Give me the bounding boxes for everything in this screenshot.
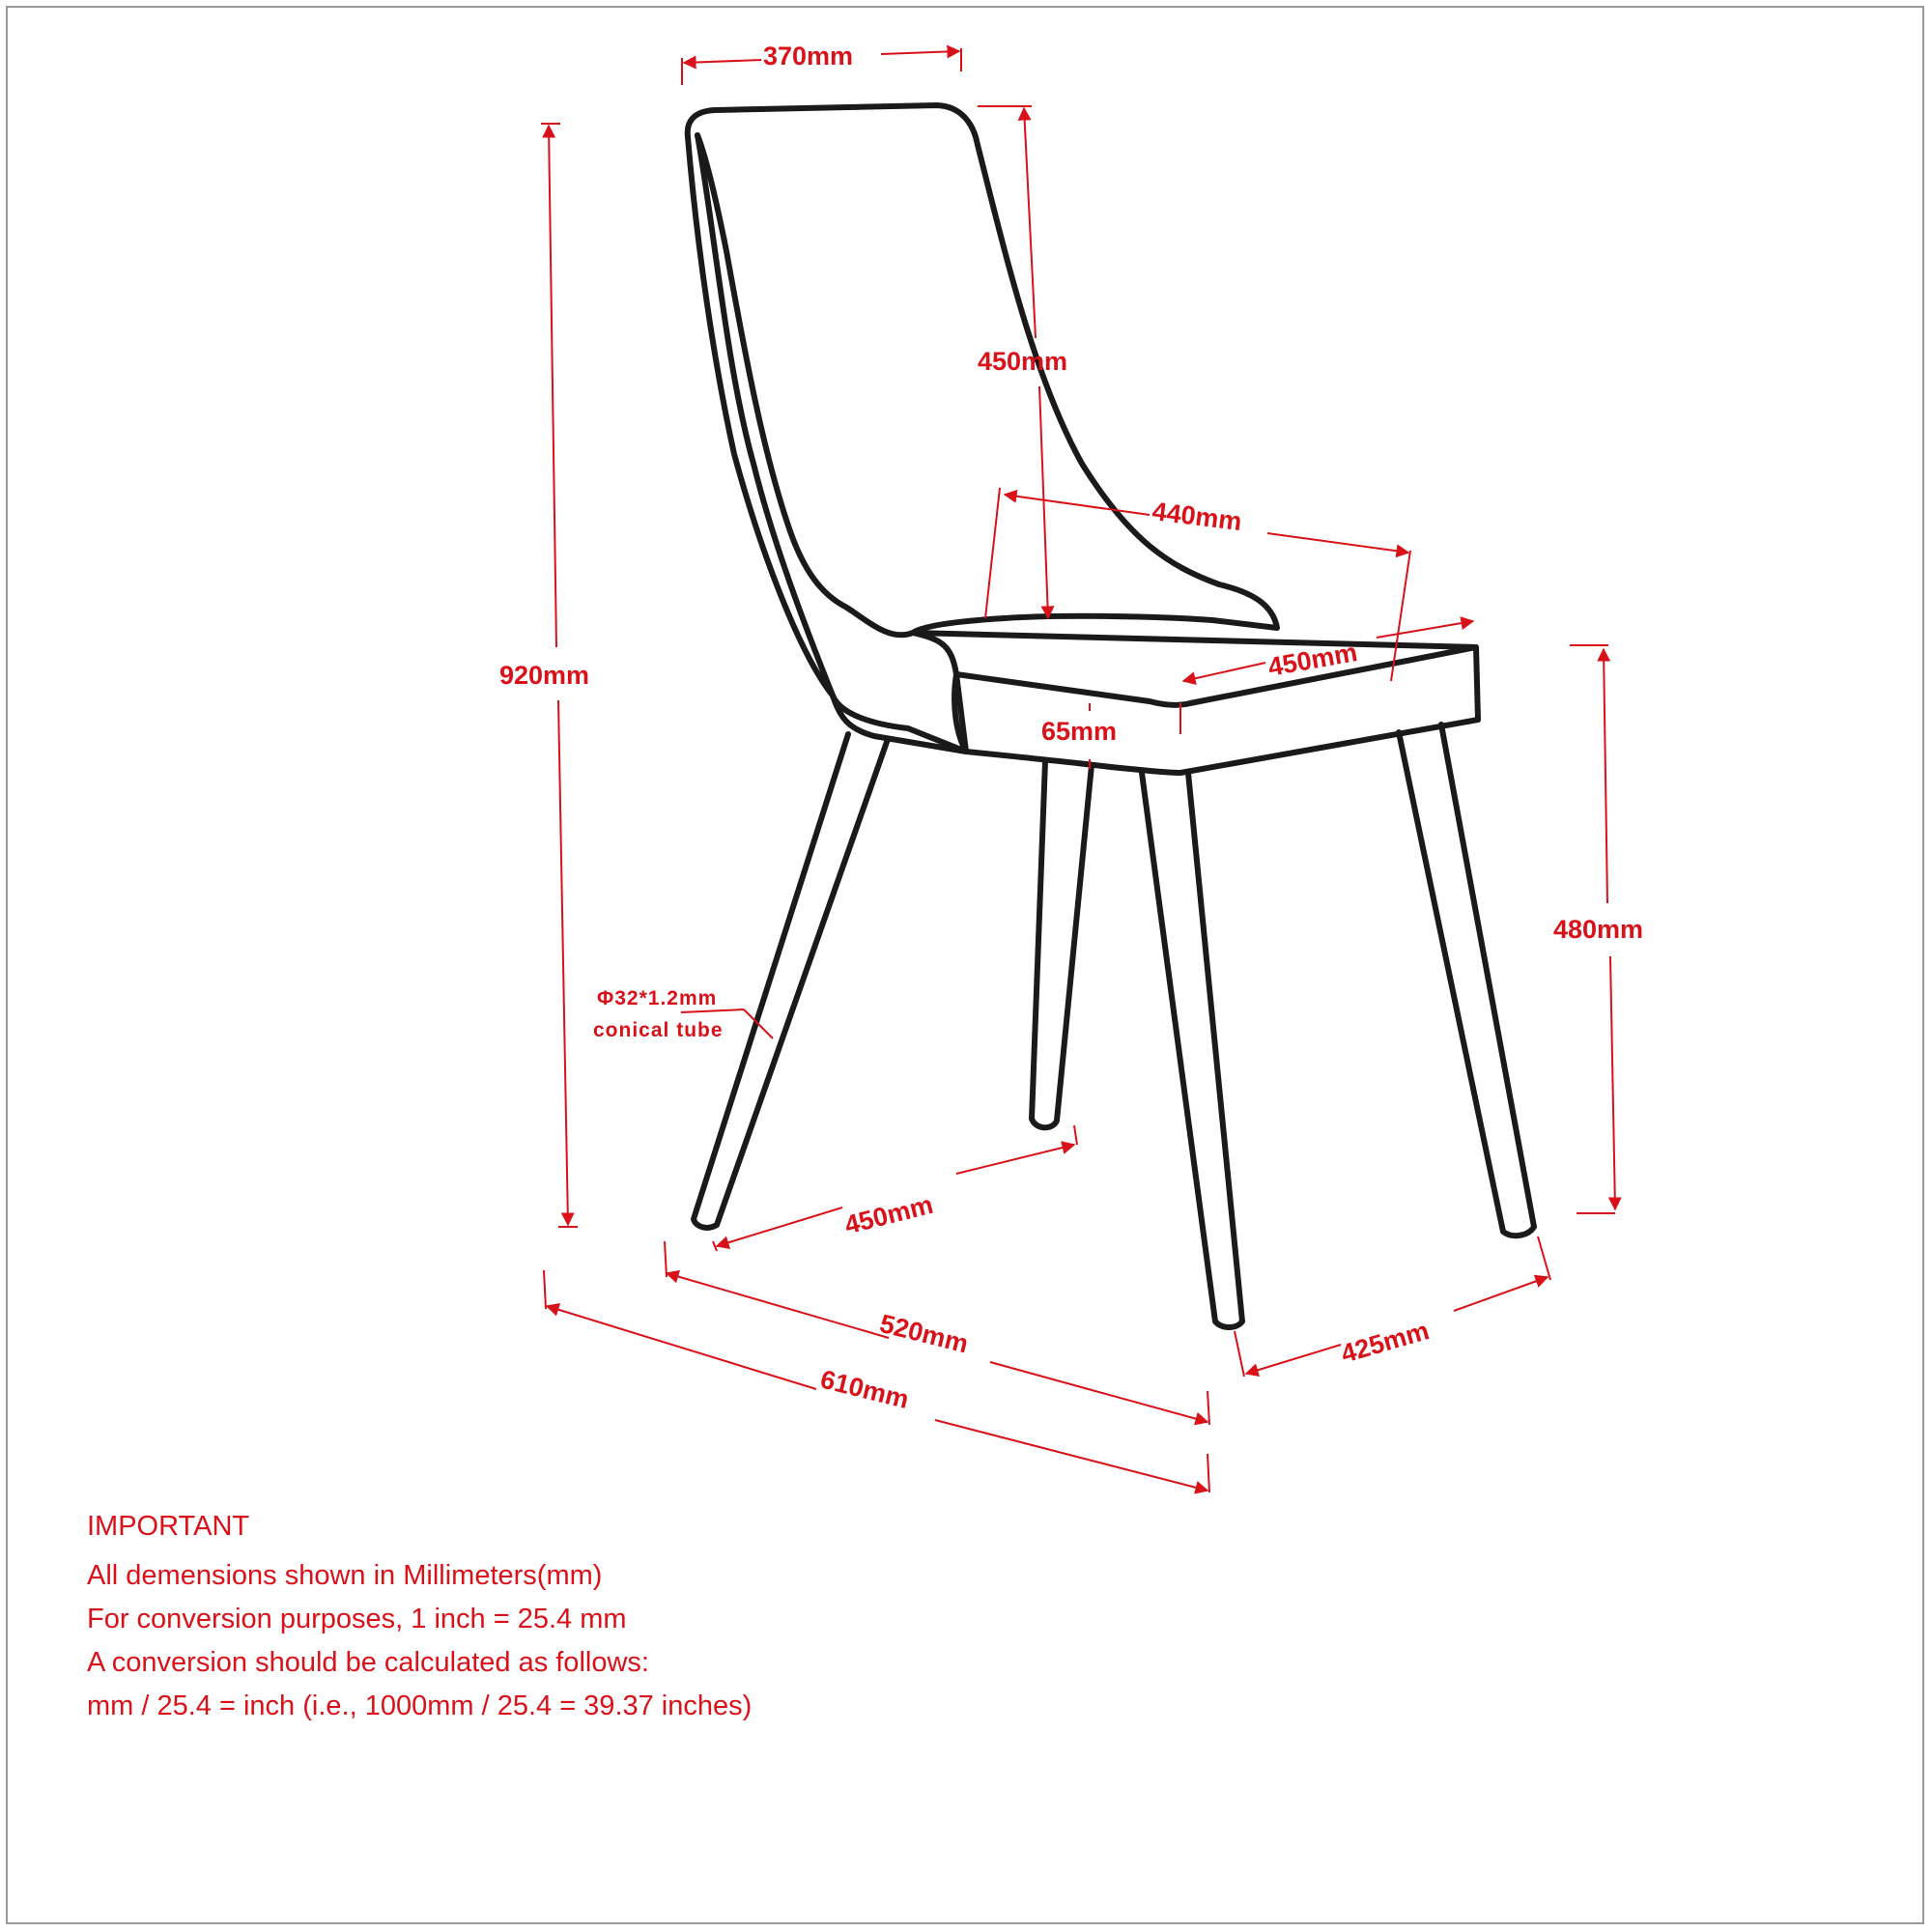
label-backrest-height: 450mm <box>978 347 1068 376</box>
notes-line-instructions: A conversion should be calculated as follows: <box>87 1647 649 1678</box>
label-overall-width: 610mm <box>817 1364 912 1415</box>
chair-leg-back-left <box>1032 761 1092 1127</box>
chair-seat-front <box>956 674 1478 773</box>
chair-leg-front-left <box>694 734 887 1228</box>
chair-leg-front-right <box>1142 773 1242 1327</box>
label-tube-type: conical tube <box>593 1019 724 1041</box>
label-seat-height: 480mm <box>1553 915 1644 944</box>
label-seat-back-width: 440mm <box>1151 497 1244 537</box>
label-base-width: 520mm <box>876 1308 972 1359</box>
chair-leg-back-right <box>1399 724 1534 1236</box>
label-leg-spacing: 450mm <box>841 1189 936 1240</box>
label-seat-depth: 450mm <box>1265 638 1360 682</box>
notes-block <box>87 1505 752 1728</box>
label-back-width: 370mm <box>763 42 854 71</box>
notes-title: IMPORTANT <box>87 1511 250 1542</box>
label-base-depth: 425mm <box>1337 1316 1433 1369</box>
notes-line-formula: mm / 25.4 = inch (i.e., 1000mm / 25.4 = 39.37 inches) <box>87 1690 753 1721</box>
dimension-labels <box>499 42 1643 1414</box>
label-overall-height: 920mm <box>499 661 590 690</box>
notes-line-units: All demensions shown in Millimeters(mm) <box>87 1560 603 1591</box>
label-seat-thickness: 65mm <box>1041 717 1118 746</box>
notes-line-conversion: For conversion purposes, 1 inch = 25.4 mm <box>87 1604 627 1634</box>
label-tube-spec: Φ32*1.2mm <box>597 987 718 1009</box>
